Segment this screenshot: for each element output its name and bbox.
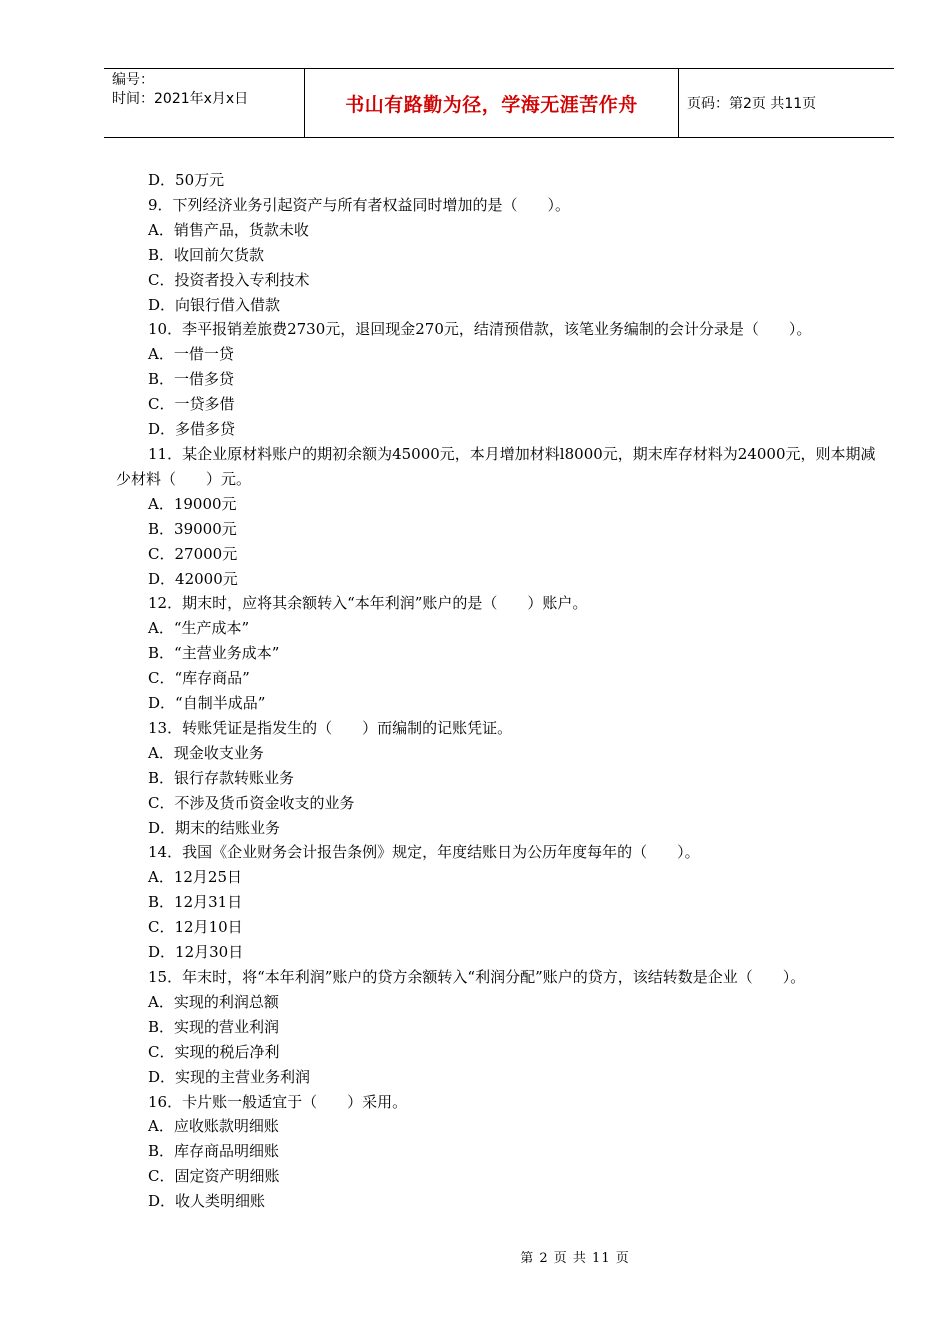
answer-option: D．50万元 [148,171,225,189]
answer-option: A．应收账款明细账 [148,1117,279,1136]
number-label: 编号： [112,72,154,88]
question-text: 10．李平报销差旅费2730元，退回现金270元，结清预借款，该笔业务编制的会计分录是（ ）。 [148,320,812,339]
answer-option: D．实现的主营业务利润 [148,1067,311,1086]
answer-option: D．收人类明细账 [148,1192,266,1211]
header-meta [104,69,305,137]
answer-option: C．实现的税后净利 [148,1042,280,1061]
answer-option: B．“主营业务成本” [148,644,280,663]
answer-option: D．“自制半成品” [148,694,266,713]
question-text: 12．期末时，应将其余额转入“本年利润”账户的是（ ）账户。 [148,594,588,613]
footer-page-number: 第 2 页 共 11 页 [520,1251,630,1266]
question-text: 11．某企业原材料账户的期初余额为45000元，本月增加材料l8000元，期末库存材料为24000元，则本期减少材料（ ）元。 [116,444,876,488]
time-label: 时间：2021年x月x日 [112,91,249,107]
answer-option: B．银行存款转账业务 [148,768,295,787]
page-header [104,68,894,138]
answer-option: A．19000元 [148,494,237,513]
question-text: 16．卡片账一般适宜于（ ）采用。 [148,1092,408,1111]
answer-option: B．39000元 [148,519,237,538]
question-text: 15．年末时，将“本年利润”账户的贷方余额转入“利润分配”账户的贷方，该结转数是企业（ ）。 [148,968,806,986]
answer-option: A．“生产成本” [148,619,250,638]
answer-option: D．向银行借入借款 [148,295,281,314]
answer-option: B．收回前欠货款 [148,245,265,264]
question-text: 9．下列经济业务引起资产与所有者权益同时增加的是（ ）。 [148,195,571,214]
answer-option: C．27000元 [148,544,238,563]
answer-option: D．多借多贷 [148,420,236,439]
answer-option: C．一贷多借 [148,395,235,414]
answer-option: C．不涉及货币资金收支的业务 [148,793,355,812]
answer-option: D．期末的结账业务 [148,818,281,837]
answer-option: B．一借多贷 [148,370,235,389]
question-text: 13．转账凭证是指发生的（ ）而编制的记账凭证。 [148,718,513,737]
answer-option: A．销售产品，货款未收 [148,220,309,239]
answer-option: C．12月10日 [148,918,243,937]
answer-option: B．12月31日 [148,893,243,912]
document-body [116,168,888,1214]
answer-option: C．投资者投入专利技术 [148,270,310,289]
answer-option: A．12月25日 [148,868,243,887]
question-text: 14．我国《企业财务会计报告条例》规定，年度结账日为公历年度每年的（ ）。 [148,843,700,862]
answer-option: C．“库存商品” [148,669,250,688]
answer-option: A．现金收支业务 [148,743,264,762]
page-footer [0,1247,950,1266]
answer-option: D．42000元 [148,569,238,588]
answer-option: C．固定资产明细账 [148,1167,280,1186]
answer-option: B．库存商品明细账 [148,1142,280,1161]
header-motto: 书山有路勤为径，学海无涯苦作舟 [305,69,679,137]
answer-option: B．实现的营业利润 [148,1017,280,1036]
answer-option: A．一借一贷 [148,345,234,364]
answer-option: D．12月30日 [148,943,244,962]
header-page-info: 页码：第2页 共11页 [687,96,817,112]
answer-option: A．实现的利润总额 [148,992,279,1011]
